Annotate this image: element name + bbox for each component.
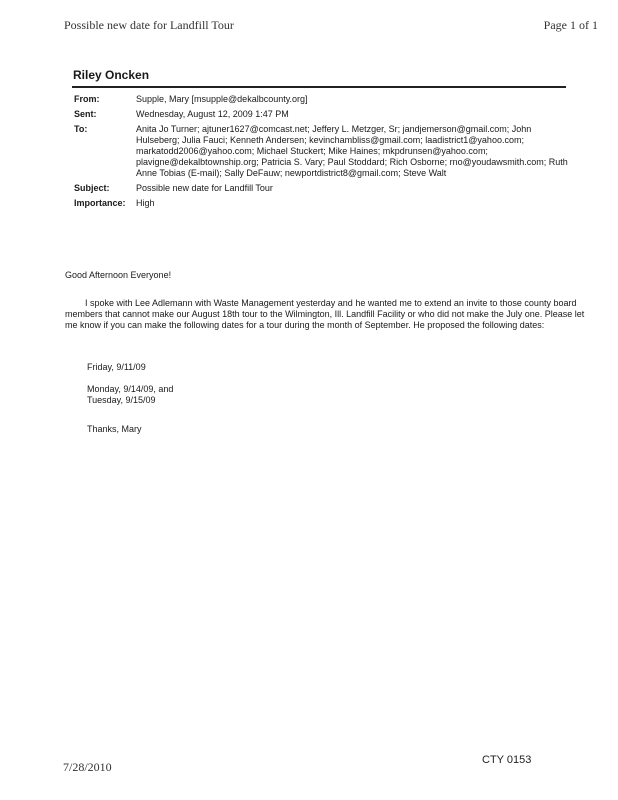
subject-value: Possible new date for Landfill Tour bbox=[136, 183, 273, 193]
subject-row bbox=[74, 183, 568, 194]
print-header-title: Possible new date for Landfill Tour bbox=[64, 18, 234, 32]
importance-label: Importance: bbox=[74, 198, 126, 208]
to-value: Anita Jo Turner; ajtuner1627@comcast.net; Jeffery L. Metzger, Sr; jandjemerson@gmail.com; John Hulseberg; Julia Fauci; Kenneth Andersen; kevinchambliss@gmail.com; laadistrict1@yahoo.com; markatodd2006@yahoo.com; Michael Stuckert; Mike Haines; mkpdrunsen@yahoo.com; plavigne@dekalbtownship.org; Patricia S. Vary; Paul Stoddard; Rich Osborne; rno@youdawsmith.com; Ruth Anne Tobias (E-mail); Sally DeFauw; newportdistrict8@gmail.com; Steve Walt bbox=[136, 124, 568, 178]
date-item: Friday, 9/11/09 bbox=[87, 362, 146, 372]
from-row bbox=[74, 94, 568, 105]
email-body bbox=[65, 270, 585, 435]
date-item: Monday, 9/14/09, and bbox=[87, 384, 174, 394]
date-item: Tuesday, 9/15/09 bbox=[87, 395, 156, 405]
signoff: Thanks, Mary bbox=[87, 424, 142, 434]
sent-label: Sent: bbox=[74, 109, 97, 119]
sent-value: Wednesday, August 12, 2009 1:47 PM bbox=[136, 109, 289, 119]
proposed-dates bbox=[87, 362, 585, 406]
from-value: Supple, Mary [msupple@dekalbcounty.org] bbox=[136, 94, 308, 104]
print-header-page-number: Page 1 of 1 bbox=[543, 18, 598, 32]
sender-name: Riley Oncken bbox=[73, 68, 150, 82]
importance-row bbox=[74, 198, 568, 209]
subject-label: Subject: bbox=[74, 183, 110, 193]
email-metadata bbox=[74, 94, 568, 213]
print-footer-date: 7/28/2010 bbox=[63, 760, 112, 774]
to-label: To: bbox=[74, 124, 88, 134]
to-row bbox=[74, 124, 568, 179]
body-paragraph: I spoke with Lee Adlemann with Waste Management yesterday and he wanted me to extend an invite to those county board members that cannot make our August 18th tour to the Wilmington, Ill. Landfill Facility or who did not make the July one. Please let me know if you can make the following dates for a tour during the month of September. He proposed the following dates: bbox=[65, 298, 585, 330]
from-label: From: bbox=[74, 94, 100, 104]
sent-row bbox=[74, 109, 568, 120]
importance-value: High bbox=[136, 198, 155, 208]
bates-number: CTY 0153 bbox=[482, 754, 532, 766]
header-divider bbox=[72, 86, 566, 88]
greeting: Good Afternoon Everyone! bbox=[65, 270, 172, 280]
